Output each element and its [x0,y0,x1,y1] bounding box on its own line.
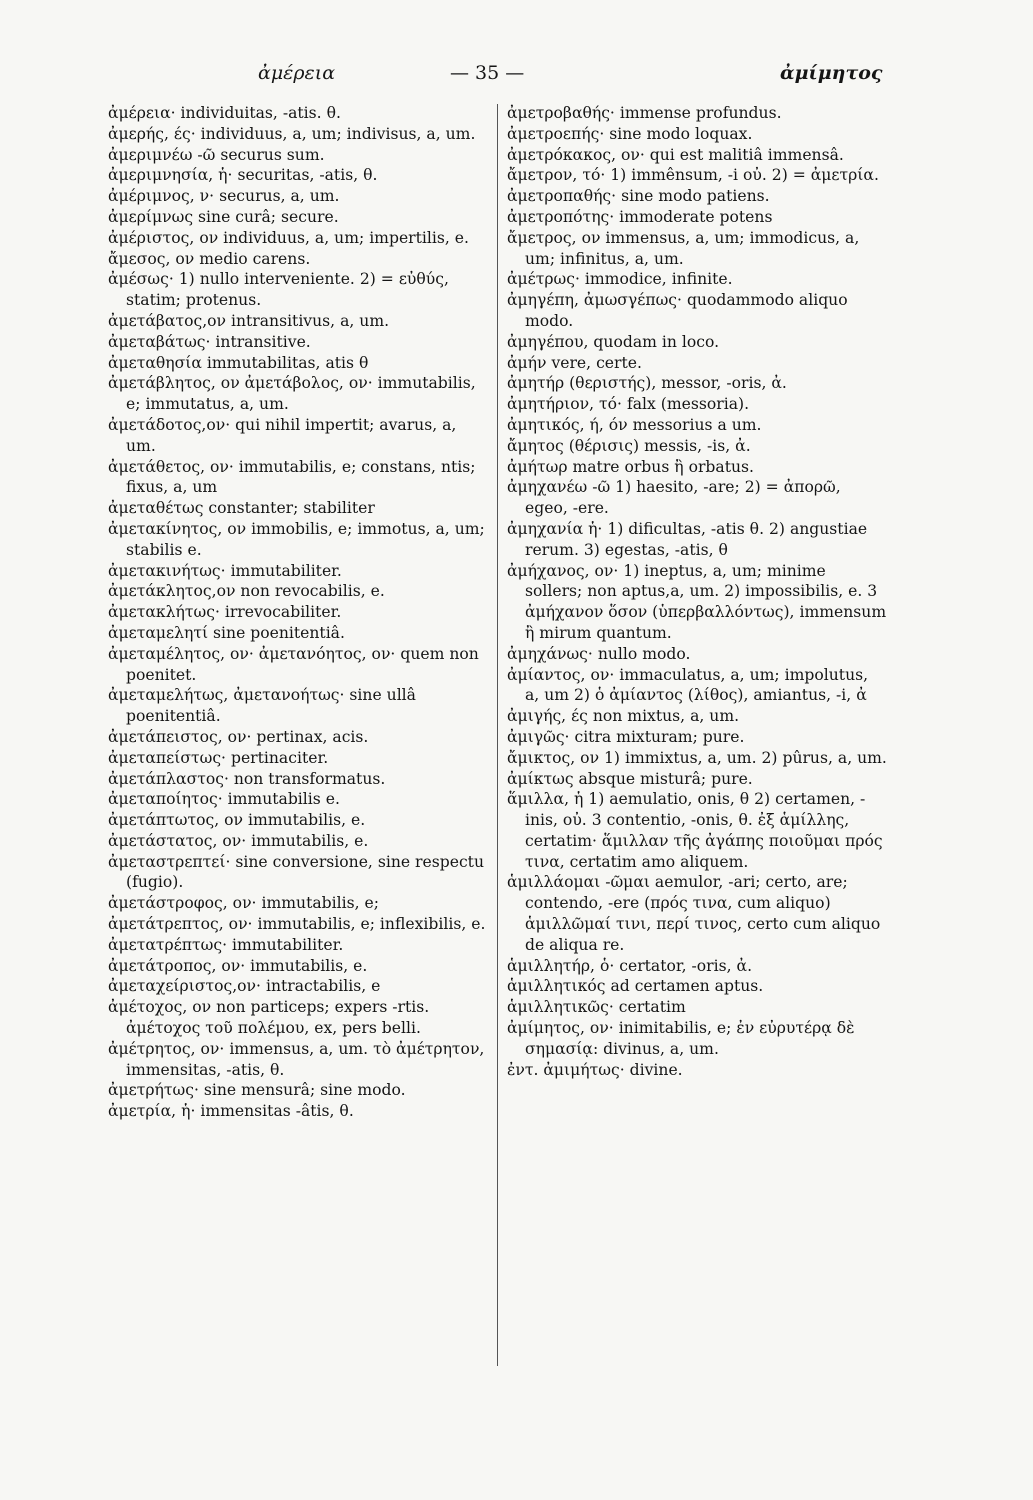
dictionary-entry: ἀμετροεπής· sine modo loquax. [507,124,753,143]
dictionary-entry: ἀμεταποίητος· immutabilis e. [108,790,340,809]
dictionary-entry: ἀμητήρ (θεριστής), messor, -oris, ἀ. [507,374,787,393]
dictionary-entry: ἀμετάστροφος, ον· immutabilis, e; [108,894,379,913]
dictionary-entry: ἀμετρία, ἡ· immensitas -âtis, θ. [108,1102,354,1121]
dictionary-entry: ἁμιλλάομαι -ῶμαι aemulor, -ari; certo, are; contendo, -ere (πρός τινα, cum aliquo) ἁμιλλῶμαί τινι, περί τινος, certo cum aliquo de aliqua re. [507,873,881,954]
dictionary-entry: ἀμετροπαθής· sine modo patiens. [507,187,770,206]
dictionary-entry: ἀμίαντος, ον· immaculatus, a, um; impolutus, a, um 2) ὁ ἀμίαντος (λίθος), amiantus, -i, ἀ [507,665,869,705]
dictionary-entry: ἀμετακίνητος, ον immobilis, e; immotus, a, um; stabilis e. [108,519,485,559]
dictionary-entry: ἀμητήριον, τό· falx (messoria). [507,395,750,414]
dictionary-entry: ἀμιγῶς· citra mixturam; pure. [507,727,745,746]
header-left-catchword: ἀμέρεια [258,62,336,84]
dictionary-entry: ἀμεταμέλητος, ον· ἀμετανόητος, ον· quem non poenitet. [108,644,479,684]
dictionary-entry: ἀμεταθέτως constanter; stabiliter [108,499,375,518]
dictionary-entry: ἀμετάβατος,ον intransitivus, a, um. [108,311,390,330]
dictionary-entry: ἀμέριμνος, ν· securus, a, um. [108,187,340,206]
dictionary-entry: ἀμετάπτωτος, ον immutabilis, e. [108,811,366,830]
dictionary-entry: ἀμεταμελήτως, ἀμετανοήτως· sine ullâ poenitentiâ. [108,686,416,726]
dictionary-entry: ἀμίμητος, ον· inimitabilis, e; ἐν εὐρυτέρᾳ δὲ σημασίᾳ: divinus, a, um. [507,1019,855,1058]
dictionary-entry: ἀμεταμελητί sine poenitentiâ. [108,623,345,642]
dictionary-entry: ἀμετάτρεπτος, ον· immutabilis, e; inflexibilis, e. [108,915,486,934]
dictionary-entry: ἁμιλλητήρ, ὁ· certator, -oris, ἀ. [507,956,753,975]
dictionary-entry: ἀμετάβλητος, ον ἀμετάβολος, ον· immutabilis, e; immutatus, a, um. [108,374,476,414]
dictionary-entry: ἀμέσως· 1) nullo interveniente. 2) = εὐθύς, statim; protenus. [108,270,449,310]
dictionary-entry: ἀμετάπλαστος· non transformatus. [108,769,386,788]
dictionary-entry: ἄμεσος, ον medio carens. [108,249,311,268]
dictionary-entry: ἀμέτοχος, ον non particeps; expers -rtis. ἀμέτοχος τοῦ πολέμου, ex, pers belli. [108,998,430,1038]
left-column [108,103,491,1365]
dictionary-entry: ἀμεταβάτως· intransitive. [108,332,311,351]
dictionary-entry: ἀμέρεια· individuitas, -atis. θ. [108,104,341,122]
dictionary-entry: ἀμετάπειστος, ον· pertinax, acis. [108,727,369,746]
dictionary-entry: ἀμέτρως· immodice, infinite. [507,270,733,289]
dictionary-entry: ἀμητικός, ή, όν messorius a um. [507,415,762,434]
dictionary-entry: ἁμιλλητικῶς· certatim [507,998,686,1017]
dictionary-entry: ἀμηχανέω -ῶ 1) haesito, -are; 2) = ἀπορῶ, egeo, -ere. [507,478,841,518]
dictionary-entry: ἀμετάκλητος,ον non revocabilis, e. [108,582,385,601]
dictionary-entry: ἀμέριστος, ον individuus, a, um; impertilis, e. [108,228,469,247]
dictionary-entry: ἐντ. ἀμιμήτως· divine. [507,1060,683,1079]
dictionary-entry: ἀμετροβαθής· immense profundus. [507,104,782,122]
dictionary-entry: ἀμετροπότης· immoderate potens [507,207,773,226]
dictionary-entry: ἀμεριμνέω -ῶ securus sum. [108,145,325,164]
dictionary-entry: ἀμερίμνως sine curâ; secure. [108,207,339,226]
dictionary-entry: ἄμητος (θέρισις) messis, -is, ἀ. [507,436,751,455]
dictionary-entry: ἀμερής, ές· individuus, a, um; indivisus, a, um. [108,124,476,143]
dictionary-entry: ἀμετακινήτως· immutabiliter. [108,561,342,580]
dictionary-entry: ἀμετάθετος, ον· immutabilis, e; constans, ntis; fixus, a, um [108,457,476,497]
dictionary-entry: ἀμέτρητος, ον· immensus, a, um. τὸ ἀμέτρητον, immensitas, -atis, θ. [108,1039,485,1079]
dictionary-entry: ἅμιλλα, ἡ 1) aemulatio, onis, θ 2) certamen, -inis, οὐ. 3 contentio, -onis, θ. ἐξ ἁμίλλης, certatim· ἅμιλλαν τῆς ἀγάπης ποιοῦμαι πρός τινα, certatim amo aliquem. [507,790,883,871]
dictionary-entry: ἀμηγέπη, ἀμωσγέπως· quodammodo aliquo modo. [507,291,848,330]
dictionary-entry: ἀμηγέπου, quodam in loco. [507,332,720,351]
dictionary-entry: ἀμίκτως absque misturâ; pure. [507,769,753,788]
dictionary-entry: ἀμήν vere, certe. [507,353,642,372]
dictionary-entry: ἀμιγής, ές non mixtus, a, um. [507,707,740,726]
dictionary-entry: ἀμετατρέπτως· immutabiliter. [108,935,344,954]
dictionary-entry: ἀμεριμνησία, ἡ· securitas, -atis, θ. [108,166,378,185]
dictionary-entry: ἀμεταπείστως· pertinaciter. [108,748,329,767]
dictionary-entry: ἀμετάτροπος, ον· immutabilis, e. [108,956,368,975]
dictionary-entry: ἀμεταχείριστος,ον· intractabilis, e [108,977,381,996]
dictionary-entry: ἄμετρος, ον immensus, a, um; immodicus, a, um; infinitus, a, um. [507,228,860,268]
dictionary-entry: ἀμήτωρ matre orbus ἢ orbatus. [507,457,754,476]
dictionary-entry: ἀμηχανία ἡ· 1) dificultas, -atis θ. 2) angustiae rerum. 3) egestas, -atis, θ [507,519,868,559]
dictionary-entry: ἄμετρον, τό· 1) immênsum, -i οὐ. 2) = ἀμετρία. [507,166,879,185]
header-right-catchword: ἀμίμητος [780,62,883,84]
dictionary-entry: ἀμήχανος, ον· 1) ineptus, a, um; minime sollers; non aptus,a, um. 2) impossibilis, e. 3 ἀμήχανον ὅσον (ὑπερβαλλόντως), immensum ἢ mirum quantum. [507,561,887,642]
page-header [0,62,1033,92]
dictionary-entry: ἀμετακλήτως· irrevocabiliter. [108,603,342,622]
dictionary-entry: ἄμικτος, ον 1) immixtus, a, um. 2) pûrus, a, um. [507,748,887,767]
page-number: — 35 — [450,62,525,84]
dictionary-entry: ἀμετάδοτος,ον· qui nihil impertit; avarus, a, um. [108,415,457,455]
dictionary-entry: ἁμιλλητικός ad certamen aptus. [507,977,764,996]
dictionary-entry: ἀμετρήτως· sine mensurâ; sine modo. [108,1081,406,1100]
dictionary-entry: ἀμεταστρεπτεί· sine conversione, sine respectu (fugio). [108,852,484,892]
dictionary-entry: ἀμηχάνως· nullo modo. [507,644,691,663]
dictionary-entry: ἀμετάστατος, ον· immutabilis, e. [108,831,369,850]
right-column [507,103,887,1365]
dictionary-entry: ἀμετρόκακος, ον· qui est malitiâ immensâ. [507,145,844,164]
column-divider [497,104,498,1366]
dictionary-entry: ἀμεταθησία immutabilitas, atis θ [108,353,369,372]
